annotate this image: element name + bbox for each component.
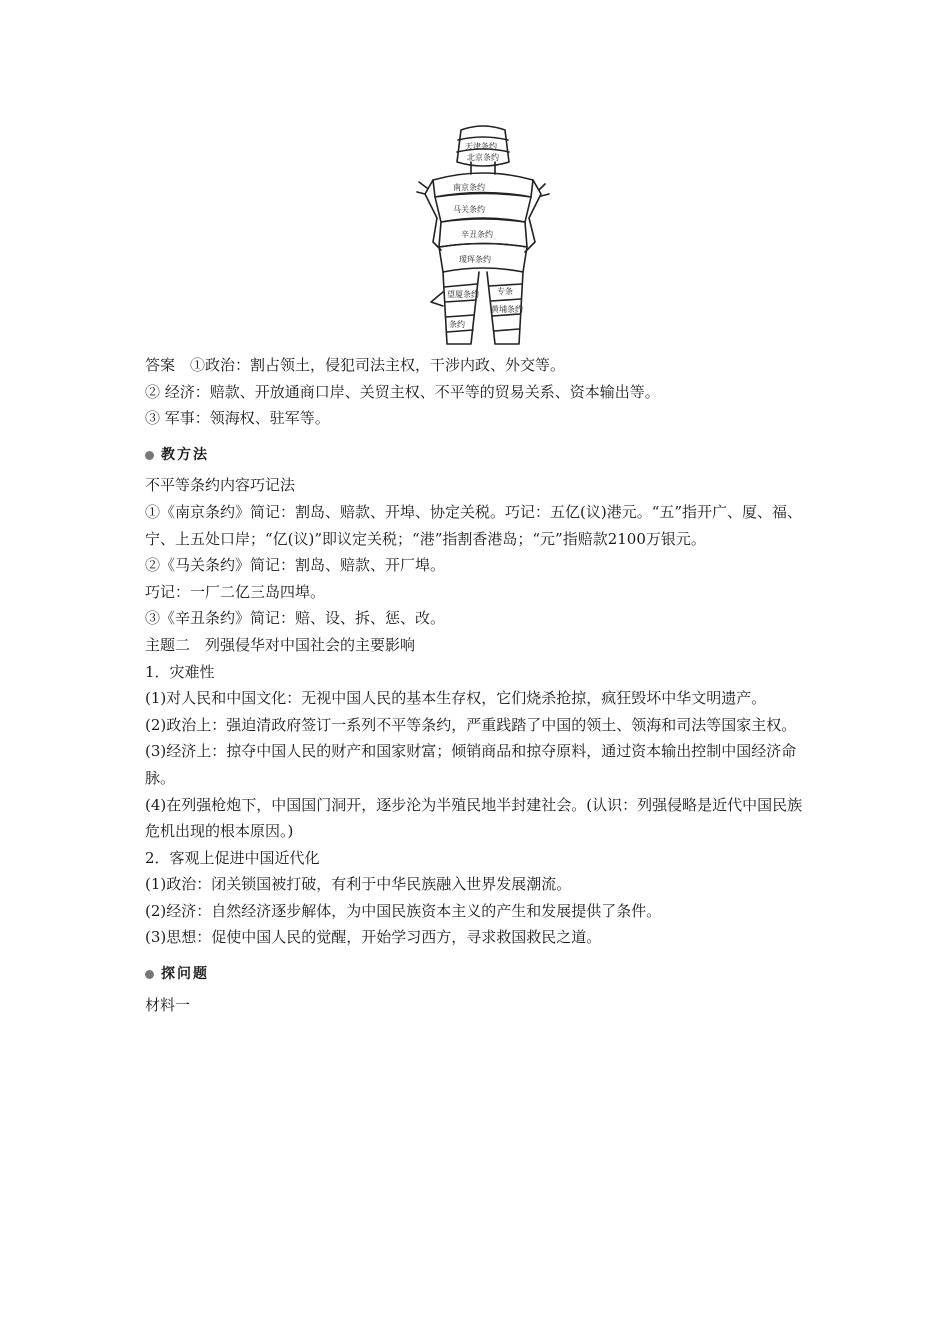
illustration-label: 黄埔条约 bbox=[491, 305, 523, 314]
method-item: ③《辛丑条约》简记：赔、设、拆、惩、改。 bbox=[145, 609, 446, 628]
sub-heading: 1．灾难性 bbox=[145, 662, 215, 681]
method-item: 巧记：一厂二亿三岛四埠。 bbox=[145, 582, 326, 601]
list-item: (3)思想：促使中国人民的觉醒，开始学习西方，寻求救国救民之道。 bbox=[145, 928, 602, 947]
sub-heading: 2．客观上促进中国近代化 bbox=[145, 848, 320, 867]
method-item: ②《马关条约》简记：割岛、赔款、开厂埠。 bbox=[145, 556, 446, 575]
answer-line: ③ 军事：领海权、驻军等。 bbox=[145, 409, 330, 428]
answer-line: ② 经济：赔款、开放通商口岸、关贸主权、不平等的贸易关系、资本输出等。 bbox=[145, 382, 660, 401]
illustration-label: 专条 bbox=[497, 287, 513, 296]
answer-line: 答案 ①政治：割占领土，侵犯司法主权，干涉内政、外交等。 bbox=[145, 356, 566, 374]
illustration-label: 马关条约 bbox=[453, 205, 485, 214]
section-heading-method bbox=[145, 442, 815, 469]
bullet-dot-icon bbox=[145, 451, 154, 460]
list-item: (3)经济上：掠夺中国人民的财产和国家财富；倾销商品和掠夺原料，通过资本输出控制中国经济命脉。 bbox=[145, 742, 797, 787]
material-label: 材料一 bbox=[145, 995, 191, 1014]
list-item: (2)经济：自然经济逐步解体，为中国民族资本主义的产生和发展提供了条件。 bbox=[145, 901, 662, 920]
list-item: (2)政治上：强迫清政府签订一系列不平等条约，严重践踏了中国的领土、领海和司法等国家主权。 bbox=[145, 715, 797, 734]
list-item: (4)在列强枪炮下，中国国门洞开，逐步沦为半殖民地半封建社会。(认识：列强侵略是近代中国民族危机出现的根本原因。) bbox=[145, 795, 803, 841]
topic-title: 主题二 列强侵华对中国社会的主要影响 bbox=[145, 635, 416, 654]
document-body bbox=[145, 352, 815, 1018]
section-heading-text: 教方法 bbox=[161, 446, 209, 463]
method-item: ①《南京条约》简记：割岛、赔款、开埠、协定关税。巧记：五亿(议)港元。“五”指开广、厦、福、宁、上五处口岸；“亿(议)”即议定关税；“港”指割香港岛；“元”指赔款2100万银元。 bbox=[145, 502, 803, 548]
section-heading-explore bbox=[145, 961, 815, 988]
section-heading-text: 探问题 bbox=[161, 966, 209, 983]
illustration-label: 北京条约 bbox=[467, 153, 499, 162]
bullet-dot-icon bbox=[145, 970, 154, 979]
method-title: 不平等条约内容巧记法 bbox=[145, 476, 296, 495]
bandaged-china-figure-illustration bbox=[413, 122, 553, 347]
illustration-label: 瑷珲条约 bbox=[459, 255, 491, 264]
list-item: (1)对人民和中国文化：无视中国人民的基本生存权，它们烧杀抢掠，疯狂毁坏中华文明遗产。 bbox=[145, 689, 767, 708]
illustration-label: 南京条约 bbox=[453, 183, 485, 192]
illustration-label: 条约 bbox=[449, 320, 465, 329]
illustration-label: 辛丑条约 bbox=[461, 230, 493, 239]
list-item: (1)政治：闭关锁国被打破，有利于中华民族融入世界发展潮流。 bbox=[145, 875, 572, 894]
illustration-label: 天津条约 bbox=[465, 142, 497, 151]
illustration-label: 望厦条约 bbox=[447, 290, 479, 299]
